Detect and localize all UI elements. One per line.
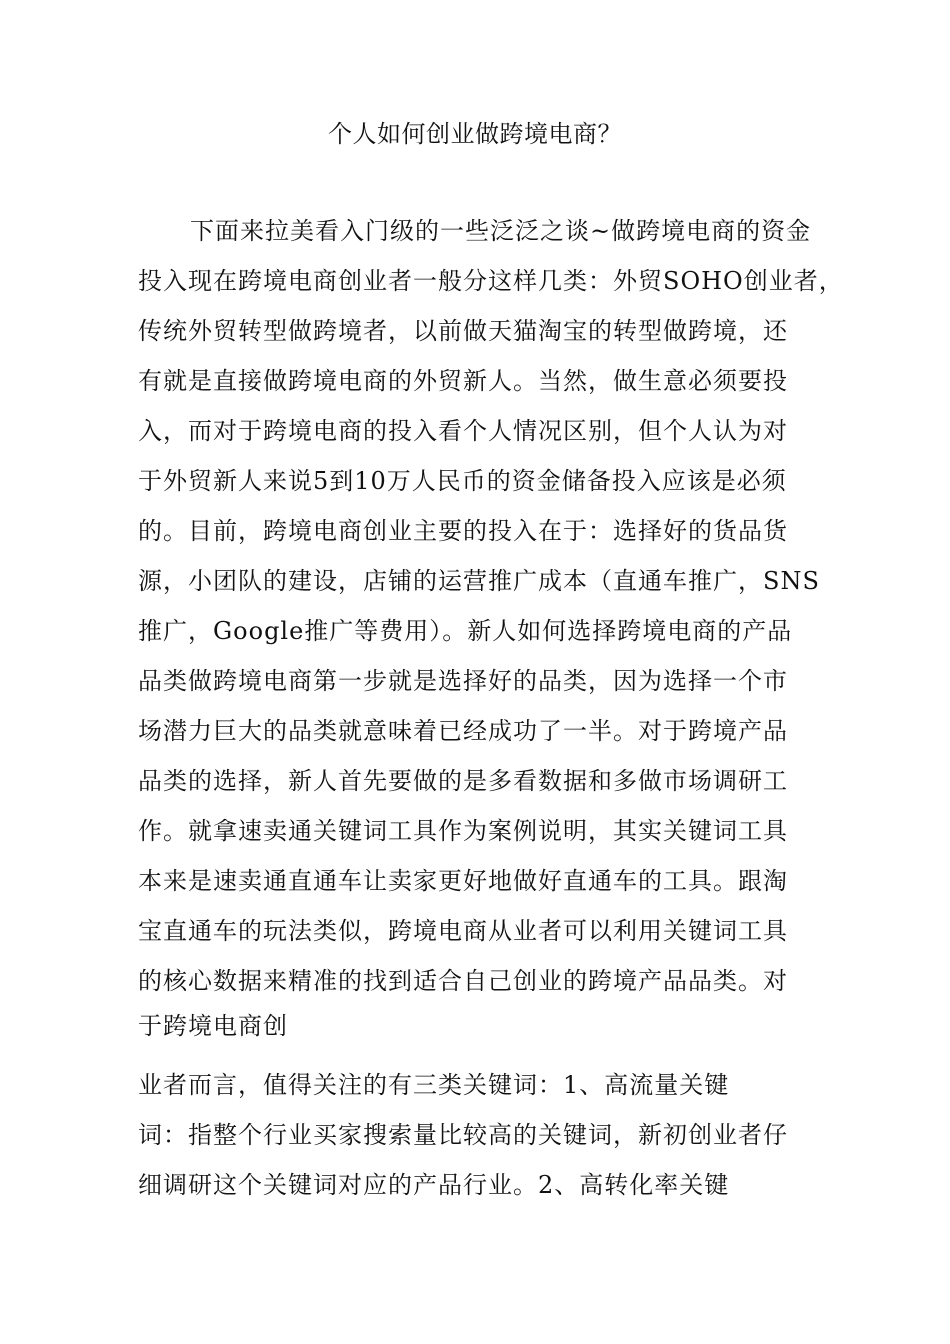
paragraph-line: 词：指整个行业买家搜索量比较高的关键词，新初创业者仔	[138, 1121, 788, 1149]
paragraph-line: 源，小团队的建设，店铺的运营推广成本（直通车推广，SNS	[138, 567, 820, 595]
paragraph-line: 品类的选择，新人首先要做的是多看数据和多做市场调研工	[138, 767, 788, 795]
paragraph-line: 宝直通车的玩法类似，跨境电商从业者可以利用关键词工具	[138, 917, 788, 945]
paragraph-line: 作。就拿速卖通关键词工具作为案例说明，其实关键词工具	[138, 817, 788, 845]
document-title: 个人如何创业做跨境电商？	[328, 120, 622, 148]
paragraph-line: 于跨境电商创	[138, 1012, 288, 1040]
paragraph-line: 本来是速卖通直通车让卖家更好地做好直通车的工具。跟淘	[138, 867, 788, 895]
paragraph-line: 场潜力巨大的品类就意味着已经成功了一半。对于跨境产品	[138, 717, 788, 745]
paragraph-line: 业者而言，值得关注的有三类关键词：1、高流量关键	[138, 1071, 730, 1099]
paragraph-line: 品类做跨境电商第一步就是选择好的品类，因为选择一个市	[138, 667, 788, 695]
paragraph-line: 细调研这个关键词对应的产品行业。2、高转化率关键	[138, 1171, 730, 1199]
line-break-spacer	[138, 1046, 838, 1060]
paragraph-line: 的核心数据来精准的找到适合自己创业的跨境产品品类。对	[138, 967, 788, 995]
document-body	[138, 206, 844, 1210]
paragraph-line: 推广，Google推广等费用）。新人如何选择跨境电商的产品	[138, 617, 793, 645]
paragraph-line: 入，而对于跨境电商的投入看个人情况区别，但个人认为对	[138, 417, 788, 445]
paragraph-line: 于外贸新人来说5到10万人民币的资金储备投入应该是必须	[138, 467, 787, 495]
paragraph-line: 传统外贸转型做跨境者，以前做天猫淘宝的转型做跨境，还	[138, 317, 788, 345]
paragraph-line: 的。目前，跨境电商创业主要的投入在于：选择好的货品货	[138, 517, 788, 545]
paragraph-line: 投入现在跨境电商创业者一般分这样几类：外贸SOHO创业者，	[138, 267, 844, 295]
paragraph-line: 下面来拉美看入门级的一些泛泛之谈~做跨境电商的资金	[190, 217, 812, 245]
paragraph-line: 有就是直接做跨境电商的外贸新人。当然，做生意必须要投	[138, 367, 788, 395]
